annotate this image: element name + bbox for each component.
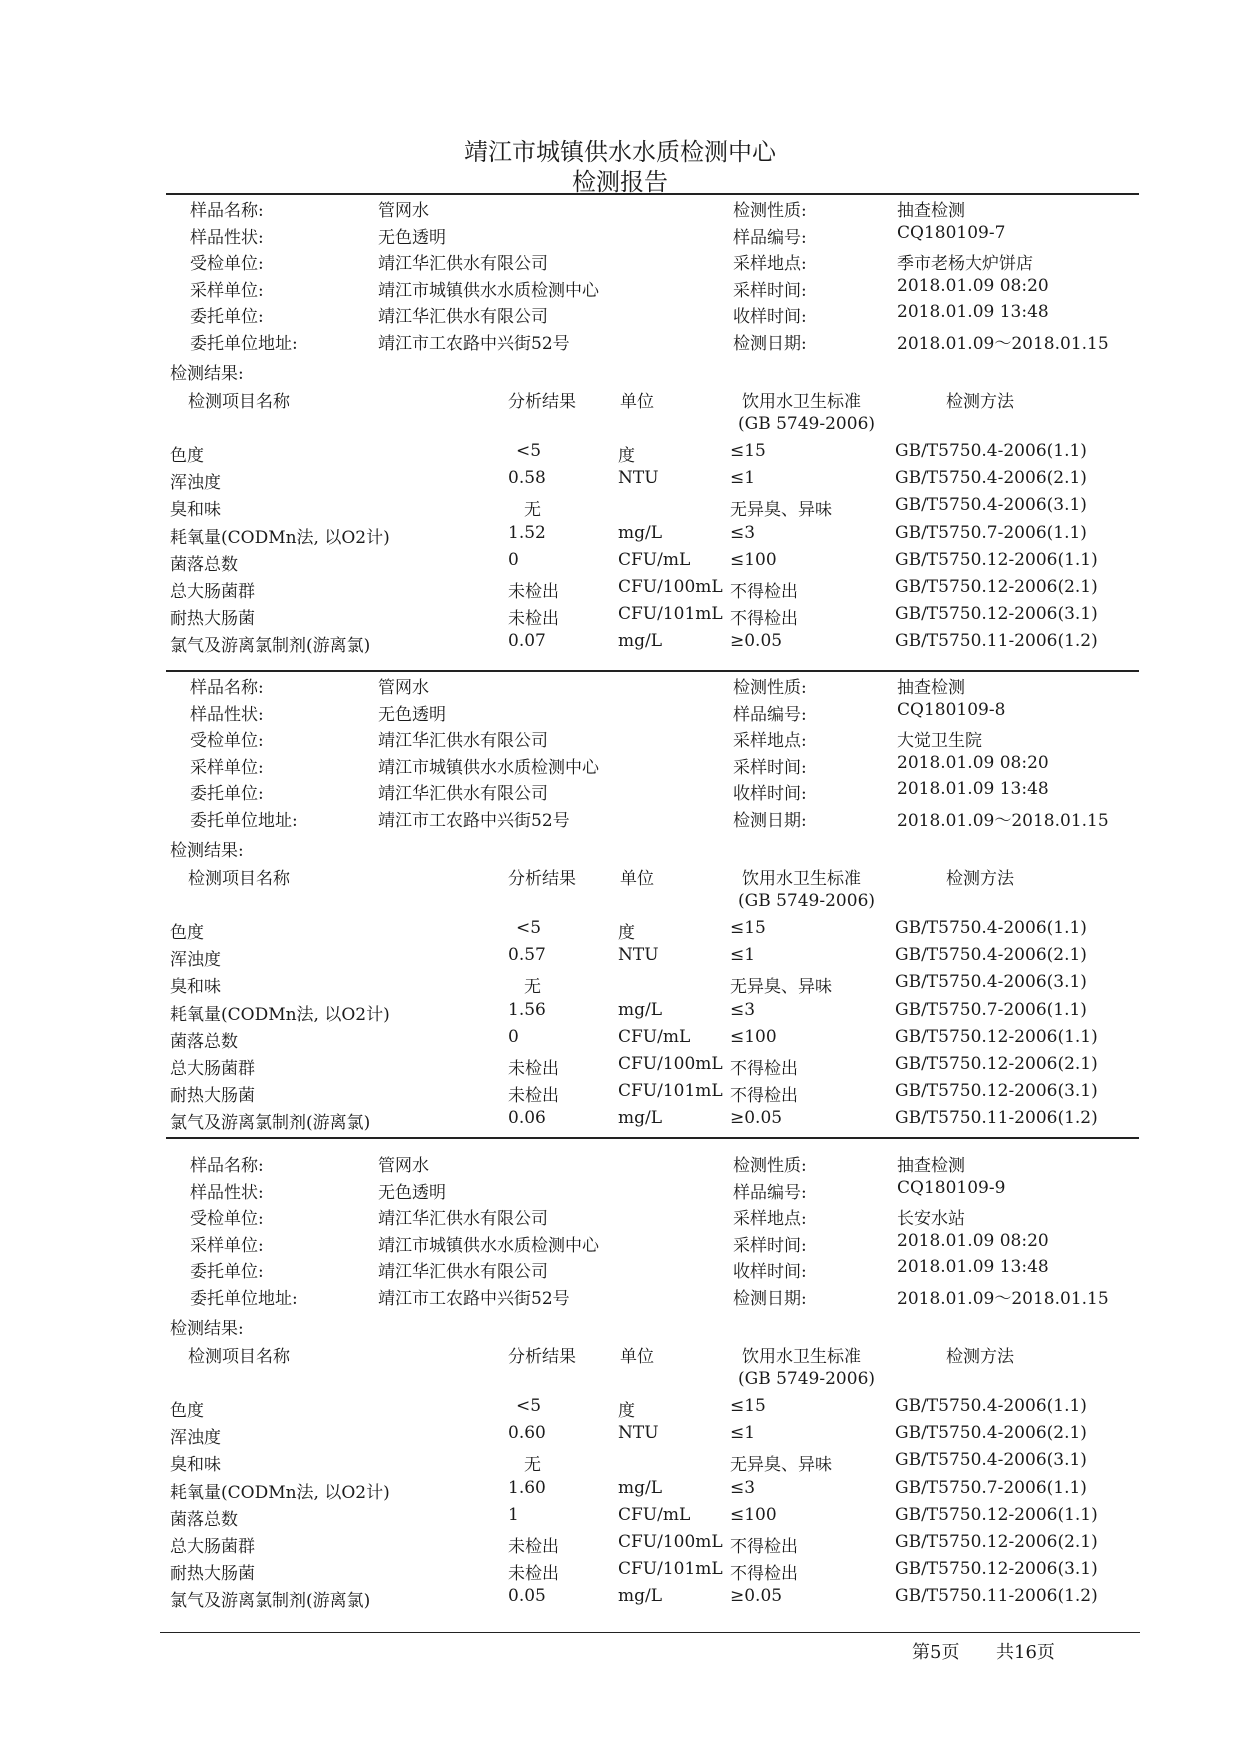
test-date-label: 检测日期: — [733, 811, 807, 831]
sample-name-value: 管网水 — [378, 678, 429, 698]
item-unit: CFU/mL — [618, 549, 691, 570]
item-unit: mg/L — [618, 999, 663, 1020]
sample-no-label: 样品编号: — [733, 227, 807, 248]
col-header-unit: 单位 — [620, 392, 654, 412]
item-limit: 无异臭、异味 — [730, 977, 832, 998]
item-limit: 无异臭、异味 — [730, 500, 832, 521]
item-unit: CFU/100mL — [618, 1054, 723, 1074]
col-header-method: 检测方法 — [946, 869, 1014, 889]
item-result: 0.07 — [508, 631, 546, 652]
item-limit: ≤3 — [730, 1477, 756, 1498]
tested-unit-value: 靖江华汇供水有限公司 — [378, 254, 548, 275]
col-header-result: 分析结果 — [508, 1347, 576, 1367]
item-name: 臭和味 — [170, 977, 221, 998]
tested-unit-label: 受检单位: — [190, 1209, 264, 1230]
item-limit: ≤15 — [730, 1396, 766, 1416]
item-method: GB/T5750.4-2006(1.1) — [895, 918, 1087, 938]
item-unit: CFU/mL — [618, 1504, 691, 1525]
sample-no-value: CQ180109-8 — [897, 699, 1006, 720]
col-header-result: 分析结果 — [508, 392, 576, 412]
sampling-time-value: 2018.01.09 08:20 — [897, 1230, 1049, 1251]
item-limit: ≤1 — [730, 945, 756, 966]
item-result: <5 — [516, 441, 542, 461]
client-address-value: 靖江市工农路中兴街52号 — [378, 1289, 570, 1309]
item-limit: 不得检出 — [730, 1086, 798, 1107]
item-limit: ≤1 — [730, 468, 756, 489]
item-unit: CFU/100mL — [618, 1532, 723, 1552]
item-method: GB/T5750.12-2006(1.1) — [895, 549, 1098, 570]
item-name: 浑浊度 — [170, 1428, 221, 1449]
client-address-value: 靖江市工农路中兴街52号 — [378, 811, 570, 831]
test-nature-label: 检测性质: — [733, 678, 807, 698]
item-method: GB/T5750.12-2006(1.1) — [895, 1026, 1098, 1047]
item-result: 无 — [524, 977, 541, 998]
item-name: 色度 — [170, 446, 204, 466]
client-address-label: 委托单位地址: — [190, 811, 298, 831]
col-header-item: 检测项目名称 — [188, 392, 290, 412]
sampling-unit-label: 采样单位: — [190, 1235, 264, 1256]
item-method: GB/T5750.12-2006(2.1) — [895, 1532, 1098, 1552]
item-result: 0 — [508, 549, 519, 570]
item-method: GB/T5750.4-2006(2.1) — [895, 1423, 1087, 1444]
item-limit: ≥0.05 — [730, 1586, 783, 1607]
sampling-unit-value: 靖江市城镇供水水质检测中心 — [378, 757, 599, 778]
item-method: GB/T5750.4-2006(2.1) — [895, 468, 1087, 489]
page-number: 第5页 — [912, 1642, 960, 1663]
item-limit: ≤100 — [730, 1504, 777, 1525]
client-unit-value: 靖江华汇供水有限公司 — [378, 307, 548, 328]
footer-rule — [160, 1632, 1140, 1633]
test-date-label: 检测日期: — [733, 1289, 807, 1309]
item-result: 0.60 — [508, 1423, 546, 1444]
client-address-value: 靖江市工农路中兴街52号 — [378, 334, 570, 354]
item-limit: ≥0.05 — [730, 631, 783, 652]
item-method: GB/T5750.12-2006(2.1) — [895, 577, 1098, 597]
client-address-label: 委托单位地址: — [190, 334, 298, 354]
item-limit: ≤1 — [730, 1423, 756, 1444]
col-header-standard-ref: (GB 5749-2006) — [738, 891, 876, 911]
sample-state-value: 无色透明 — [378, 1182, 446, 1203]
item-unit: mg/L — [618, 1586, 663, 1607]
item-method: GB/T5750.12-2006(3.1) — [895, 1559, 1098, 1580]
col-header-standard: 饮用水卫生标准 — [742, 1347, 861, 1367]
item-method: GB/T5750.4-2006(2.1) — [895, 945, 1087, 966]
page-total: 共16页 — [996, 1642, 1055, 1663]
item-result: 0.57 — [508, 945, 546, 966]
item-name: 菌落总数 — [170, 1031, 238, 1052]
item-method: GB/T5750.7-2006(1.1) — [895, 999, 1087, 1020]
client-unit-label: 委托单位: — [190, 307, 264, 328]
item-unit: CFU/101mL — [618, 1081, 723, 1102]
sampling-time-value: 2018.01.09 08:20 — [897, 752, 1049, 773]
sampling-time-label: 采样时间: — [733, 280, 807, 301]
item-method: GB/T5750.12-2006(3.1) — [895, 604, 1098, 625]
test-date-value: 2018.01.09～2018.01.15 — [897, 811, 1109, 831]
item-result: 0 — [508, 1026, 519, 1047]
item-limit: ≤15 — [730, 918, 766, 938]
sample-state-label: 样品性状: — [190, 227, 264, 248]
item-method: GB/T5750.7-2006(1.1) — [895, 522, 1087, 543]
test-nature-value: 抽查检测 — [897, 678, 965, 698]
item-result: 未检出 — [508, 609, 559, 630]
sampling-site-label: 采样地点: — [733, 1209, 807, 1230]
item-limit: 不得检出 — [730, 1059, 798, 1079]
item-method: GB/T5750.4-2006(3.1) — [895, 1450, 1087, 1471]
item-result: 1 — [508, 1504, 519, 1525]
item-name: 氯气及游离氯制剂(游离氯) — [170, 1113, 371, 1134]
item-limit: 不得检出 — [730, 1537, 798, 1557]
item-limit: ≥0.05 — [730, 1108, 783, 1129]
item-limit: ≤15 — [730, 441, 766, 461]
report-title: 靖江市城镇供水水质检测中心 — [464, 138, 776, 166]
item-name: 氯气及游离氯制剂(游离氯) — [170, 636, 371, 657]
col-header-method: 检测方法 — [946, 392, 1014, 412]
sampling-time-label: 采样时间: — [733, 1235, 807, 1256]
sample-no-label: 样品编号: — [733, 704, 807, 725]
item-name: 臭和味 — [170, 500, 221, 521]
col-header-item: 检测项目名称 — [188, 869, 290, 889]
item-unit: 度 — [618, 1401, 635, 1421]
item-method: GB/T5750.4-2006(1.1) — [895, 441, 1087, 461]
test-nature-value: 抽查检测 — [897, 201, 965, 221]
item-result: <5 — [516, 1396, 542, 1416]
item-limit: 不得检出 — [730, 1564, 798, 1585]
test-date-value: 2018.01.09～2018.01.15 — [897, 1289, 1109, 1309]
item-name: 菌落总数 — [170, 1509, 238, 1530]
col-header-item: 检测项目名称 — [188, 1347, 290, 1367]
item-method: GB/T5750.11-2006(1.2) — [895, 1108, 1098, 1129]
section-rule — [166, 1137, 1139, 1139]
item-result: 0.05 — [508, 1586, 546, 1607]
item-result: 未检出 — [508, 1564, 559, 1585]
item-name: 色度 — [170, 923, 204, 943]
item-unit: CFU/mL — [618, 1026, 691, 1047]
item-name: 浑浊度 — [170, 950, 221, 971]
col-header-unit: 单位 — [620, 1347, 654, 1367]
sample-name-label: 样品名称: — [190, 201, 264, 221]
tested-unit-label: 受检单位: — [190, 731, 264, 752]
sampling-site-value: 长安水站 — [897, 1209, 965, 1230]
tested-unit-value: 靖江华汇供水有限公司 — [378, 731, 548, 752]
item-unit: CFU/101mL — [618, 604, 723, 625]
item-result: 1.56 — [508, 999, 546, 1020]
sample-state-label: 样品性状: — [190, 1182, 264, 1203]
item-name: 耐热大肠菌 — [170, 1086, 255, 1107]
receive-time-label: 收样时间: — [733, 1262, 807, 1283]
receive-time-value: 2018.01.09 13:48 — [897, 779, 1049, 800]
item-name: 耗氧量(CODMn法, 以O2计) — [170, 1004, 390, 1025]
item-unit: mg/L — [618, 1477, 663, 1498]
item-method: GB/T5750.4-2006(3.1) — [895, 972, 1087, 993]
item-name: 臭和味 — [170, 1455, 221, 1476]
item-unit: CFU/100mL — [618, 577, 723, 597]
sampling-time-value: 2018.01.09 08:20 — [897, 275, 1049, 296]
item-name: 色度 — [170, 1401, 204, 1421]
tested-unit-label: 受检单位: — [190, 254, 264, 275]
item-result: 未检出 — [508, 582, 559, 602]
section-rule — [166, 193, 1139, 195]
sample-name-value: 管网水 — [378, 201, 429, 221]
sampling-site-value: 季市老杨大炉饼店 — [897, 254, 1033, 275]
item-result: 无 — [524, 500, 541, 521]
item-name: 耐热大肠菌 — [170, 609, 255, 630]
sampling-site-value: 大觉卫生院 — [897, 731, 982, 752]
sample-name-value: 管网水 — [378, 1156, 429, 1176]
item-method: GB/T5750.4-2006(1.1) — [895, 1396, 1087, 1416]
section-rule — [166, 670, 1139, 672]
item-method: GB/T5750.7-2006(1.1) — [895, 1477, 1087, 1498]
col-header-standard-ref: (GB 5749-2006) — [738, 414, 876, 434]
item-unit: 度 — [618, 923, 635, 943]
client-unit-value: 靖江华汇供水有限公司 — [378, 784, 548, 805]
results-label: 检测结果: — [170, 841, 244, 861]
receive-time-value: 2018.01.09 13:48 — [897, 1257, 1049, 1278]
results-label: 检测结果: — [170, 1319, 244, 1339]
test-date-value: 2018.01.09～2018.01.15 — [897, 334, 1109, 354]
sampling-unit-value: 靖江市城镇供水水质检测中心 — [378, 1235, 599, 1256]
sample-state-label: 样品性状: — [190, 704, 264, 725]
item-method: GB/T5750.12-2006(1.1) — [895, 1504, 1098, 1525]
item-result: 未检出 — [508, 1059, 559, 1079]
item-result: 未检出 — [508, 1537, 559, 1557]
item-method: GB/T5750.4-2006(3.1) — [895, 495, 1087, 516]
results-label: 检测结果: — [170, 364, 244, 384]
sample-no-value: CQ180109-9 — [897, 1177, 1006, 1198]
item-unit: NTU — [618, 1423, 659, 1444]
test-nature-value: 抽查检测 — [897, 1156, 965, 1176]
item-result: 1.52 — [508, 522, 546, 543]
test-nature-label: 检测性质: — [733, 1156, 807, 1176]
test-nature-label: 检测性质: — [733, 201, 807, 221]
item-result: 0.58 — [508, 468, 546, 489]
receive-time-label: 收样时间: — [733, 784, 807, 805]
sample-name-label: 样品名称: — [190, 678, 264, 698]
col-header-standard: 饮用水卫生标准 — [742, 392, 861, 412]
item-limit: ≤100 — [730, 1026, 777, 1047]
item-result: 0.06 — [508, 1108, 546, 1129]
tested-unit-value: 靖江华汇供水有限公司 — [378, 1209, 548, 1230]
col-header-method: 检测方法 — [946, 1347, 1014, 1367]
item-name: 耐热大肠菌 — [170, 1564, 255, 1585]
item-result: 无 — [524, 1455, 541, 1476]
col-header-result: 分析结果 — [508, 869, 576, 889]
client-address-label: 委托单位地址: — [190, 1289, 298, 1309]
item-name: 总大肠菌群 — [170, 1059, 255, 1079]
sample-name-label: 样品名称: — [190, 1156, 264, 1176]
item-name: 耗氧量(CODMn法, 以O2计) — [170, 1482, 390, 1503]
col-header-unit: 单位 — [620, 869, 654, 889]
item-unit: mg/L — [618, 522, 663, 543]
sampling-unit-value: 靖江市城镇供水水质检测中心 — [378, 280, 599, 301]
item-name: 耗氧量(CODMn法, 以O2计) — [170, 527, 390, 548]
item-method: GB/T5750.12-2006(3.1) — [895, 1081, 1098, 1102]
item-limit: 无异臭、异味 — [730, 1455, 832, 1476]
item-limit: ≤3 — [730, 522, 756, 543]
item-name: 氯气及游离氯制剂(游离氯) — [170, 1591, 371, 1612]
test-date-label: 检测日期: — [733, 334, 807, 354]
item-unit: NTU — [618, 468, 659, 489]
receive-time-value: 2018.01.09 13:48 — [897, 302, 1049, 323]
col-header-standard: 饮用水卫生标准 — [742, 869, 861, 889]
item-result: <5 — [516, 918, 542, 938]
sample-no-value: CQ180109-7 — [897, 222, 1006, 243]
item-name: 总大肠菌群 — [170, 1537, 255, 1557]
sample-no-label: 样品编号: — [733, 1182, 807, 1203]
sample-state-value: 无色透明 — [378, 227, 446, 248]
item-limit: ≤100 — [730, 549, 777, 570]
item-method: GB/T5750.11-2006(1.2) — [895, 631, 1098, 652]
col-header-standard-ref: (GB 5749-2006) — [738, 1369, 876, 1389]
sampling-site-label: 采样地点: — [733, 254, 807, 275]
item-limit: 不得检出 — [730, 582, 798, 602]
client-unit-label: 委托单位: — [190, 1262, 264, 1283]
item-limit: ≤3 — [730, 999, 756, 1020]
item-unit: 度 — [618, 446, 635, 466]
receive-time-label: 收样时间: — [733, 307, 807, 328]
item-unit: mg/L — [618, 631, 663, 652]
item-limit: 不得检出 — [730, 609, 798, 630]
report-subtitle: 检测报告 — [572, 168, 668, 196]
sampling-site-label: 采样地点: — [733, 731, 807, 752]
item-result: 未检出 — [508, 1086, 559, 1107]
sampling-time-label: 采样时间: — [733, 757, 807, 778]
item-name: 菌落总数 — [170, 554, 238, 575]
item-unit: mg/L — [618, 1108, 663, 1129]
sampling-unit-label: 采样单位: — [190, 280, 264, 301]
sample-state-value: 无色透明 — [378, 704, 446, 725]
sampling-unit-label: 采样单位: — [190, 757, 264, 778]
item-name: 总大肠菌群 — [170, 582, 255, 602]
item-name: 浑浊度 — [170, 473, 221, 494]
client-unit-value: 靖江华汇供水有限公司 — [378, 1262, 548, 1283]
item-result: 1.60 — [508, 1477, 546, 1498]
item-unit: CFU/101mL — [618, 1559, 723, 1580]
item-unit: NTU — [618, 945, 659, 966]
item-method: GB/T5750.12-2006(2.1) — [895, 1054, 1098, 1074]
item-method: GB/T5750.11-2006(1.2) — [895, 1586, 1098, 1607]
client-unit-label: 委托单位: — [190, 784, 264, 805]
